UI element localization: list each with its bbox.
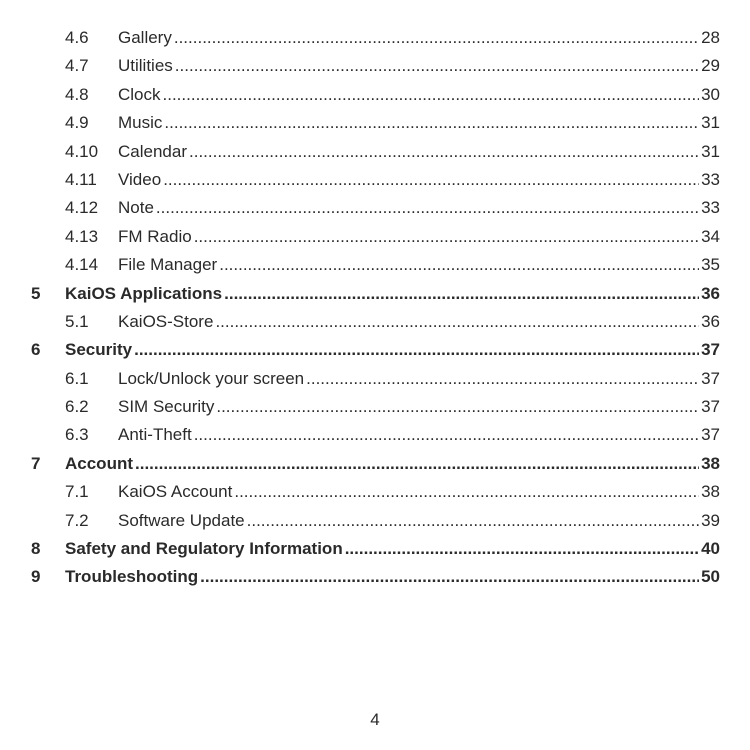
toc-entry-line	[65, 336, 720, 364]
toc-entry-number: 4.10	[65, 141, 99, 161]
toc-section-entry[interactable]	[0, 24, 750, 52]
toc-entry-title: Video	[118, 169, 162, 189]
toc-entry-number: 4.12	[65, 198, 99, 218]
toc-leader-dots	[164, 109, 699, 137]
toc-entry-page: 37	[701, 397, 720, 417]
toc-entry-number: 6.2	[65, 397, 89, 417]
toc-section-entry[interactable]	[0, 109, 750, 137]
toc-chapter-entry[interactable]	[0, 336, 750, 364]
toc-leader-dots	[163, 166, 699, 194]
toc-entry-page: 38	[701, 482, 720, 502]
toc-section-entry[interactable]	[0, 166, 750, 194]
toc-entry-page: 39	[701, 510, 720, 530]
toc-entry-page: 29	[701, 56, 720, 76]
toc-chapter-entry[interactable]	[0, 450, 750, 478]
toc-entry-number: 4.6	[65, 28, 89, 47]
toc-section-entry[interactable]	[0, 81, 750, 109]
toc-section-entry[interactable]	[0, 393, 750, 421]
toc-leader-dots	[247, 507, 699, 535]
toc-entry-title: Safety and Regulatory Information	[65, 539, 343, 559]
toc-leader-dots	[174, 24, 699, 52]
toc-entry-number: 4.13	[65, 226, 99, 246]
toc-entry-number: 9	[31, 567, 41, 587]
toc-entry-number: 4.7	[65, 56, 89, 76]
toc-section-entry[interactable]	[0, 365, 750, 393]
toc-leader-dots	[189, 138, 699, 166]
toc-entry-title: Lock/Unlock your screen	[118, 368, 305, 388]
toc-entry-number: 7.1	[65, 482, 89, 502]
toc-entry-title: SIM Security	[118, 397, 215, 417]
toc-section-entry[interactable]	[0, 507, 750, 535]
toc-entry-line	[118, 308, 720, 336]
page-number: 4	[370, 710, 380, 729]
toc-entry-line	[118, 138, 720, 166]
toc-entry-title: Anti-Theft	[118, 425, 192, 445]
toc-entry-line	[118, 223, 720, 251]
toc-entry-title: FM Radio	[118, 226, 192, 246]
toc-leader-dots	[216, 393, 699, 421]
toc-entry-number: 7	[31, 453, 41, 473]
toc-leader-dots	[194, 421, 699, 449]
toc-entry-title: Troubleshooting	[65, 567, 199, 587]
toc-entry-line	[118, 24, 720, 52]
toc-leader-dots	[135, 450, 699, 478]
toc-entry-line	[118, 478, 720, 506]
toc-chapter-entry[interactable]	[0, 535, 750, 563]
toc-leader-dots	[194, 223, 699, 251]
toc-section-entry[interactable]	[0, 308, 750, 336]
toc-chapter-entry[interactable]	[0, 280, 750, 308]
table-of-contents	[0, 24, 750, 592]
toc-entry-page: 36	[701, 311, 720, 331]
toc-section-entry[interactable]	[0, 251, 750, 279]
toc-entry-page: 31	[701, 141, 720, 161]
toc-entry-page: 50	[701, 567, 720, 587]
toc-leader-dots	[134, 336, 699, 364]
toc-entry-page: 37	[701, 340, 720, 360]
toc-entry-title: KaiOS Applications	[65, 283, 223, 303]
toc-entry-title: Account	[65, 453, 133, 473]
toc-entry-line	[118, 421, 720, 449]
toc-entry-page: 36	[701, 283, 720, 303]
toc-entry-title: KaiOS-Store	[118, 311, 214, 331]
toc-entry-title: KaiOS Account	[118, 482, 233, 502]
toc-entry-line	[118, 251, 720, 279]
toc-section-entry[interactable]	[0, 421, 750, 449]
toc-entry-page: 30	[701, 84, 720, 104]
toc-entry-page: 33	[701, 198, 720, 218]
toc-entry-number: 5	[31, 283, 41, 303]
toc-entry-title: Utilities	[118, 56, 173, 76]
toc-entry-number: 4.11	[65, 169, 97, 189]
toc-entry-number: 8	[31, 539, 41, 559]
toc-entry-title: Note	[118, 198, 154, 218]
toc-entry-line	[65, 450, 720, 478]
toc-section-entry[interactable]	[0, 194, 750, 222]
toc-entry-page: 40	[701, 539, 720, 559]
toc-section-entry[interactable]	[0, 223, 750, 251]
toc-leader-dots	[345, 535, 699, 563]
toc-leader-dots	[175, 52, 699, 80]
toc-entry-number: 4.14	[65, 255, 99, 275]
toc-entry-number: 6.3	[65, 425, 89, 445]
toc-entry-page: 37	[701, 425, 720, 445]
toc-leader-dots	[156, 194, 699, 222]
toc-leader-dots	[163, 81, 700, 109]
toc-entry-number: 4.9	[65, 113, 89, 133]
toc-entry-number: 7.2	[65, 510, 89, 530]
toc-leader-dots	[306, 365, 699, 393]
toc-entry-title: Security	[65, 340, 133, 360]
toc-entry-line	[118, 52, 720, 80]
toc-entry-line	[118, 365, 720, 393]
toc-leader-dots	[200, 563, 699, 591]
toc-entry-title: Gallery	[118, 28, 172, 47]
toc-section-entry[interactable]	[0, 478, 750, 506]
toc-entry-line	[65, 280, 720, 308]
toc-entry-page: 35	[701, 255, 720, 275]
toc-chapter-entry[interactable]	[0, 563, 750, 591]
toc-entry-line	[118, 393, 720, 421]
toc-entry-line	[118, 166, 720, 194]
toc-entry-title: Clock	[118, 84, 161, 104]
toc-entry-page: 38	[701, 453, 720, 473]
toc-entry-page: 34	[701, 226, 720, 246]
toc-section-entry[interactable]	[0, 52, 750, 80]
toc-entry-number: 6	[31, 340, 41, 360]
toc-section-entry[interactable]	[0, 138, 750, 166]
toc-entry-number: 4.8	[65, 84, 89, 104]
toc-entry-title: Music	[118, 113, 163, 133]
toc-entry-number: 5.1	[65, 311, 89, 331]
toc-entry-line	[118, 81, 720, 109]
toc-leader-dots	[224, 280, 699, 308]
toc-entry-page: 37	[701, 368, 720, 388]
toc-entry-page: 33	[701, 169, 720, 189]
toc-entry-page: 31	[701, 113, 720, 133]
toc-leader-dots	[234, 478, 699, 506]
toc-entry-line	[118, 507, 720, 535]
toc-leader-dots	[215, 308, 699, 336]
toc-entry-line	[65, 535, 720, 563]
toc-entry-title: File Manager	[118, 255, 218, 275]
toc-entry-line	[118, 194, 720, 222]
toc-entry-title: Software Update	[118, 510, 245, 530]
toc-entry-line	[118, 109, 720, 137]
toc-entry-title: Calendar	[118, 141, 187, 161]
toc-entry-number: 6.1	[65, 368, 89, 388]
toc-leader-dots	[219, 251, 699, 279]
toc-entry-line	[65, 563, 720, 591]
toc-entry-page: 28	[701, 28, 720, 47]
